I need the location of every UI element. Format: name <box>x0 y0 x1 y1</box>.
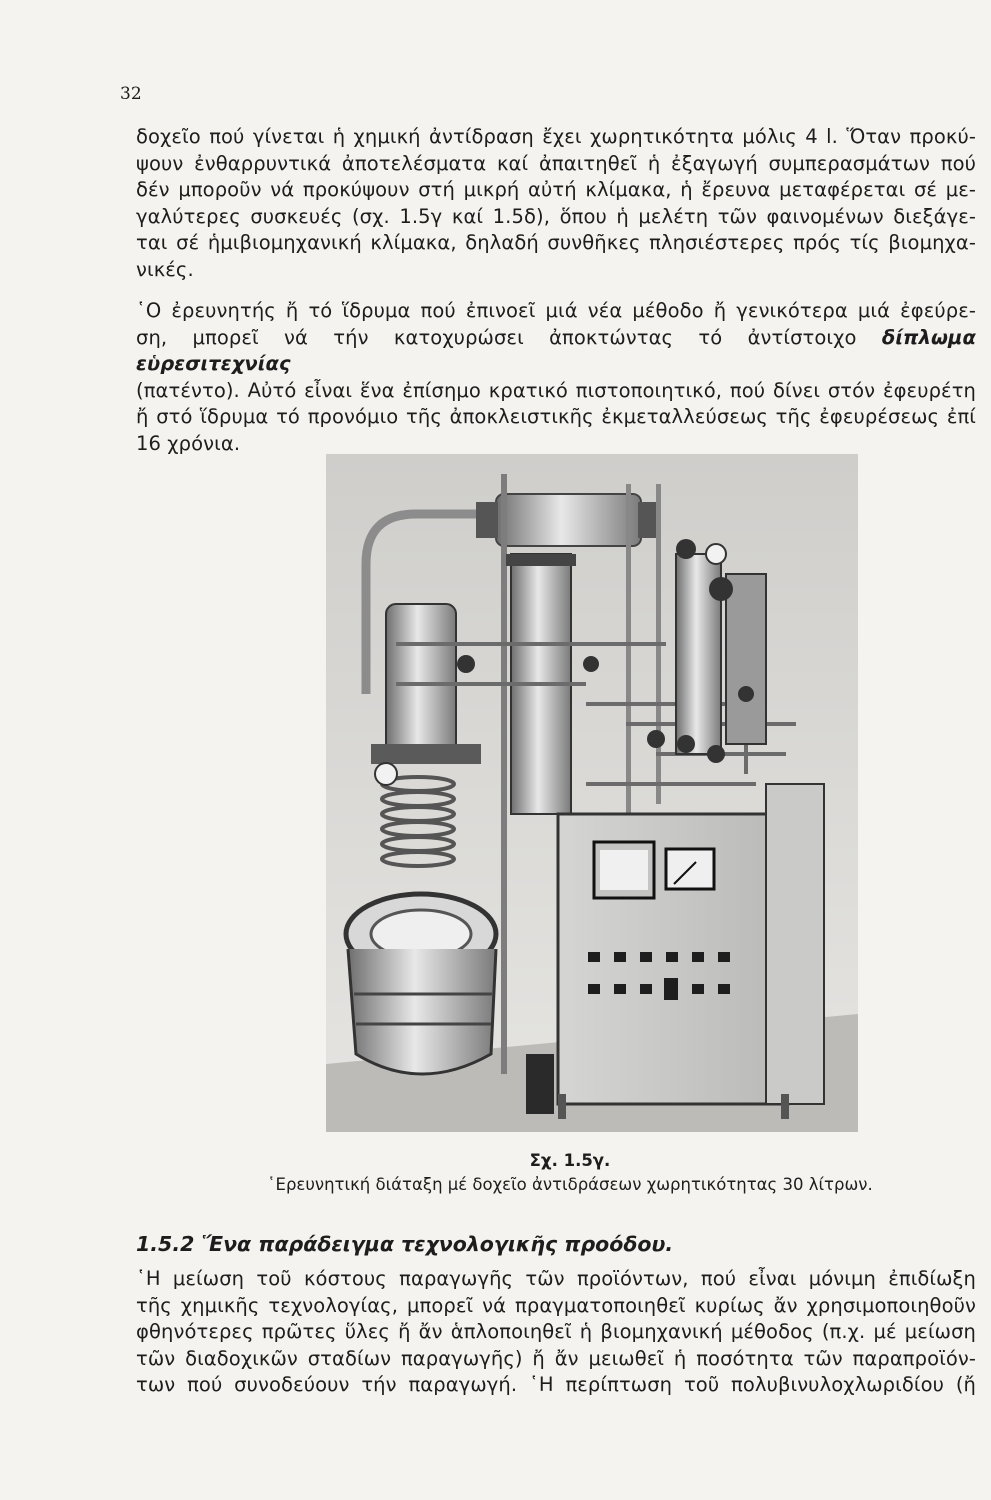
text-line <box>136 325 976 378</box>
figure-caption: ῾Ερευνητική διάταξη μέ δοχεῖο ἀντιδράσεων χωρητικότητας 30 λίτρων. <box>267 1175 873 1194</box>
text-line: ῾Ο ἐρευνητής ἤ τό ἵδρυμα πού ἐπινοεῖ μιά νέα μέθοδο ἤ γενικότερα μιά ἐφεύρε- <box>136 299 976 322</box>
paragraph-3 <box>136 1266 976 1399</box>
text-line: δέν μποροῦν νά προκύψουν στή μικρή αὐτή κλίμακα, ἡ ἔρευνα μεταφέρεται σέ με- <box>136 178 976 201</box>
paragraph-1 <box>136 124 976 283</box>
figure-label: Σχ. 1.5γ. <box>529 1151 611 1170</box>
text-line: γαλύτερες συσκευές (σχ. 1.5γ καί 1.5δ), ὅπου ἡ μελέτη τῶν φαινομένων διεξάγε- <box>136 204 976 228</box>
text-line: των πού συνοδεύουν τήν παραγωγή. ῾Η περίπτωση τοῦ πολυβινυλοχλωριδίου (ἤ <box>136 1373 976 1396</box>
text-fragment: ση, μπορεῖ νά τήν κατοχυρώσει ἀποκτώντας τό ἀντίστοιχο <box>136 325 857 349</box>
text-line: ψουν ἐνθαρρυντικά ἀποτελέσματα καί ἀπαιτηθεῖ ἡ ἐξαγωγή συμπερασμάτων πού <box>136 151 976 175</box>
text-line: τῆς χημικῆς τεχνολογίας, μπορεῖ νά πραγματοποιηθεῖ κυρίως ἄν χρησιμοποιηθοῦν <box>136 1293 976 1317</box>
text-line: νικές. <box>136 257 194 281</box>
paragraph-2 <box>136 298 976 457</box>
section-heading: 1.5.2 Ἕνα παράδειγμα τεχνολογικῆς προόδου. <box>136 1232 674 1256</box>
text-line: ῾Η μείωση τοῦ κόστους παραγωγῆς τῶν προϊόντων, πού εἶναι μόνιμη ἐπιδίωξη <box>136 1267 976 1290</box>
page-number: 32 <box>120 84 142 104</box>
text-line: ἤ στό ἵδρυμα τό προνόμιο τῆς ἀποκλειστικῆς ἐκμεταλλεύσεως τῆς ἐφευρέσεως ἐπί <box>136 405 976 428</box>
reactor-apparatus-illustration <box>326 454 858 1132</box>
text-line: τῶν διαδοχικῶν σταδίων παραγωγῆς) ἤ ἄν μειωθεῖ ἡ ποσότητα τῶν παραπροϊόν- <box>136 1346 976 1370</box>
text-line: ται σέ ἡμιβιομηχανική κλίμακα, δηλαδή συνθῆκες πλησιέστερες πρός τίς βιομηχα- <box>136 231 976 254</box>
figure-photo <box>326 454 858 1132</box>
text-line: (πατέντο). Αὐτό εἶναι ἕνα ἐπίσημο κρατικό πιστοποιητικό, πού δίνει στόν ἐφευρέτη <box>136 378 976 402</box>
text-line: φθηνότερες πρῶτες ὕλες ἤ ἄν ἁπλοποιηθεῖ ἡ βιομηχανική μέθοδος (π.χ. μέ μείωση <box>136 1320 976 1343</box>
patent-term: δίπλωμα εὑρεσιτεχνίας <box>136 325 976 375</box>
text-line: 16 χρόνια. <box>136 431 241 455</box>
text-line: δοχεῖο πού γίνεται ἡ χημική ἀντίδραση ἔχει χωρητικότητα μόλις 4 l. Ὅταν προκύ- <box>136 125 976 148</box>
